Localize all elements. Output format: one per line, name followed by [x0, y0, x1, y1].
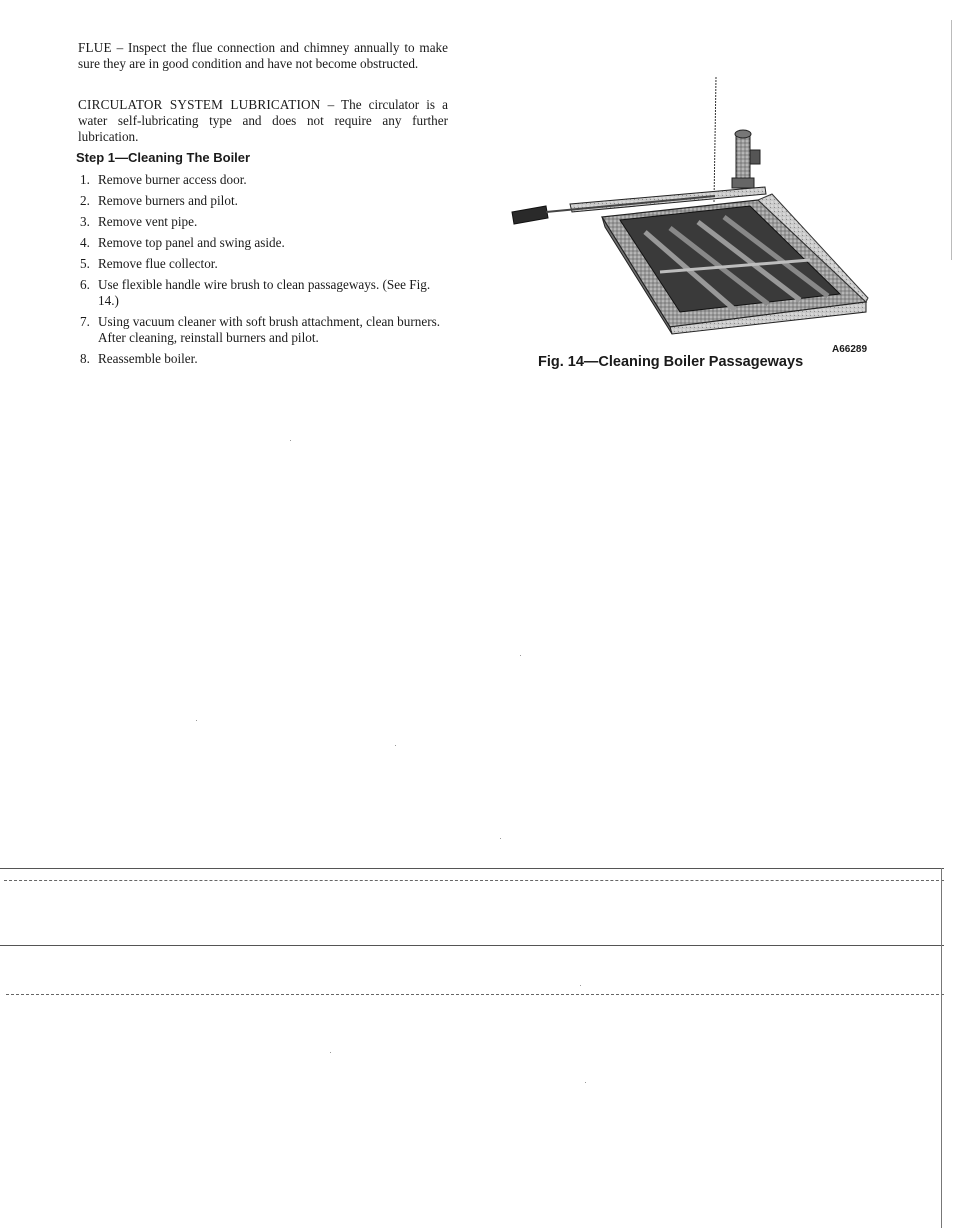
scan-speck — [196, 720, 197, 721]
figure-caption: Fig. 14—Cleaning Boiler Passageways — [538, 354, 804, 370]
step-number: 7. — [80, 314, 90, 329]
list-item — [80, 256, 445, 272]
flue-lead: FLUE — [78, 40, 112, 55]
scan-line — [4, 880, 944, 881]
step-text: Using vacuum cleaner with soft brush attachment, clean burners. After cleaning, reinstall burners and pilot. — [98, 314, 441, 345]
flue-paragraph — [78, 40, 448, 72]
scan-line — [6, 994, 944, 995]
step-number: 5. — [80, 256, 90, 271]
flue-text: – Inspect the flue connection and chimney annually to make sure they are in good condition and have not become obstructed. — [78, 40, 448, 71]
scan-edge — [941, 868, 942, 1228]
list-item — [80, 235, 445, 251]
step-heading: Step 1—Cleaning The Boiler — [76, 150, 251, 165]
scan-speck — [585, 1082, 586, 1083]
figure-code: A66289 — [832, 344, 868, 355]
step-number: 8. — [80, 351, 90, 366]
scan-speck — [500, 838, 501, 839]
list-item — [80, 214, 445, 230]
scan-speck — [395, 745, 396, 746]
step-number: 1. — [80, 172, 90, 187]
circulator-paragraph — [78, 97, 448, 145]
list-item — [80, 172, 445, 188]
step-number: 6. — [80, 277, 90, 292]
list-item — [80, 277, 445, 309]
scan-edge — [951, 20, 952, 260]
scan-speck — [580, 985, 581, 986]
scan-speck — [290, 440, 291, 441]
list-item — [80, 193, 445, 209]
step-text: Use flexible handle wire brush to clean passageways. (See Fig. 14.) — [98, 277, 431, 308]
step-number: 4. — [80, 235, 90, 250]
list-item — [80, 314, 445, 346]
step-text: Reassemble boiler. — [98, 351, 198, 366]
scan-speck — [330, 1052, 331, 1053]
scan-line — [0, 868, 944, 869]
circulator-text: – The circulator is a water self-lubricating type and does not require any further lubrication. — [78, 97, 448, 144]
steps-list — [80, 172, 445, 372]
step-text: Remove burners and pilot. — [98, 193, 238, 208]
list-item — [80, 351, 445, 367]
scan-speck — [520, 655, 521, 656]
step-number: 2. — [80, 193, 90, 208]
step-number: 3. — [80, 214, 90, 229]
step-text: Remove top panel and swing aside. — [98, 235, 285, 250]
boiler-cleaning-illustration — [510, 72, 870, 337]
step-text: Remove vent pipe. — [98, 214, 198, 229]
step-text: Remove flue collector. — [98, 256, 218, 271]
circulator-lead: CIRCULATOR SYSTEM LUBRICATION — [78, 97, 321, 112]
step-text: Remove burner access door. — [98, 172, 247, 187]
scan-line — [0, 945, 944, 946]
